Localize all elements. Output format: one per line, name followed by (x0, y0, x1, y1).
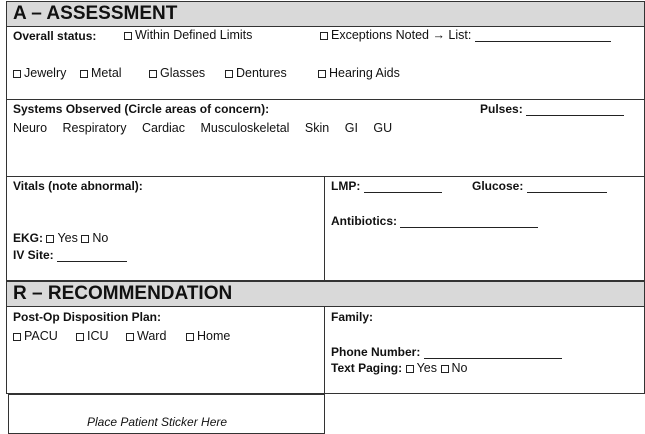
phone-label: Phone Number: (331, 345, 421, 359)
home-option[interactable] (186, 329, 230, 343)
patient-sticker-area[interactable] (8, 394, 325, 434)
family-label: Family: (331, 310, 374, 324)
dentures-checkbox[interactable] (225, 70, 233, 78)
disposition-section (6, 306, 325, 394)
within-limits-checkbox[interactable] (124, 32, 132, 40)
glucose-line[interactable] (527, 180, 607, 193)
system-cardiac[interactable]: Cardiac (141, 121, 186, 135)
system-gi[interactable]: GI (344, 121, 358, 135)
overall-status-section (6, 26, 645, 100)
pulses-line[interactable] (526, 103, 624, 116)
ekg-label: EKG: (13, 231, 43, 245)
within-limits-label: Within Defined Limits (135, 28, 253, 42)
phone-line[interactable] (424, 346, 562, 359)
paging-no-label: No (451, 361, 468, 375)
icu-checkbox[interactable] (76, 333, 84, 341)
system-musculoskeletal[interactable]: Musculoskeletal (200, 121, 290, 135)
ekg-no-label: No (92, 231, 109, 245)
ekg-row (13, 231, 108, 245)
pulses-label: Pulses: (480, 102, 624, 116)
exceptions-line[interactable] (475, 29, 611, 42)
system-respiratory[interactable]: Respiratory (62, 121, 127, 135)
system-skin[interactable]: Skin (304, 121, 330, 135)
ward-checkbox[interactable] (126, 333, 134, 341)
ekg-yes-checkbox[interactable] (46, 235, 54, 243)
jewelry-checkbox[interactable] (13, 70, 21, 78)
metal-checkbox[interactable] (80, 70, 88, 78)
icu-option[interactable] (76, 329, 109, 343)
systems-list (13, 121, 404, 135)
dentures-option[interactable] (225, 66, 287, 80)
ward-label: Ward (137, 329, 167, 343)
pacu-checkbox[interactable] (13, 333, 21, 341)
text-paging-label: Text Paging: (331, 361, 403, 375)
iv-site-line[interactable] (57, 249, 127, 262)
lmp-row (331, 179, 442, 193)
overall-status-label: Overall status: (13, 29, 97, 43)
antibiotics-line[interactable] (400, 215, 538, 228)
glasses-label: Glasses (160, 66, 206, 80)
paging-yes-label: Yes (416, 361, 438, 375)
pacu-option[interactable] (13, 329, 58, 343)
glucose-row (472, 179, 607, 193)
paging-no-checkbox[interactable] (441, 365, 449, 373)
ekg-no-checkbox[interactable] (81, 235, 89, 243)
recommendation-header: R – RECOMMENDATION (6, 281, 645, 307)
jewelry-label: Jewelry (24, 66, 67, 80)
lmp-line[interactable] (364, 180, 442, 193)
home-checkbox[interactable] (186, 333, 194, 341)
assessment-header: A – ASSESSMENT (6, 1, 645, 27)
glucose-label: Glucose: (472, 179, 524, 193)
lmp-label: LMP: (331, 179, 361, 193)
systems-label: Systems Observed (Circle areas of concern): (13, 102, 270, 116)
vitals-section (6, 176, 325, 281)
phone-row (331, 345, 562, 359)
lmp-section (324, 176, 645, 281)
hearing-aids-checkbox[interactable] (318, 70, 326, 78)
glasses-option[interactable] (149, 66, 205, 80)
ward-option[interactable] (126, 329, 166, 343)
exceptions-checkbox[interactable] (320, 32, 328, 40)
hearing-aids-option[interactable] (318, 66, 400, 80)
system-gu[interactable]: GU (373, 121, 393, 135)
antibiotics-row (331, 214, 538, 228)
disposition-label: Post-Op Disposition Plan: (13, 310, 162, 324)
sticker-label: Place Patient Sticker Here (87, 415, 228, 429)
metal-label: Metal (91, 66, 122, 80)
home-label: Home (197, 329, 231, 343)
icu-label: ICU (87, 329, 109, 343)
ekg-yes-label: Yes (57, 231, 78, 245)
jewelry-option[interactable] (13, 66, 66, 80)
vitals-label: Vitals (note abnormal): (13, 179, 143, 193)
pacu-label: PACU (24, 329, 58, 343)
iv-site-label: IV Site: (13, 248, 54, 262)
glasses-checkbox[interactable] (149, 70, 157, 78)
paging-yes-checkbox[interactable] (406, 365, 414, 373)
within-limits-option[interactable] (124, 28, 252, 42)
systems-section (6, 99, 645, 177)
hearing-aids-label: Hearing Aids (329, 66, 400, 80)
metal-option[interactable] (80, 66, 122, 80)
antibiotics-label: Antibiotics: (331, 214, 397, 228)
dentures-label: Dentures (236, 66, 287, 80)
iv-site-row (13, 248, 127, 262)
text-paging-row (331, 361, 467, 375)
exceptions-label: Exceptions Noted → List: (331, 28, 472, 42)
exceptions-option[interactable] (320, 28, 611, 42)
system-neuro[interactable]: Neuro (13, 121, 48, 135)
family-section (324, 306, 645, 394)
